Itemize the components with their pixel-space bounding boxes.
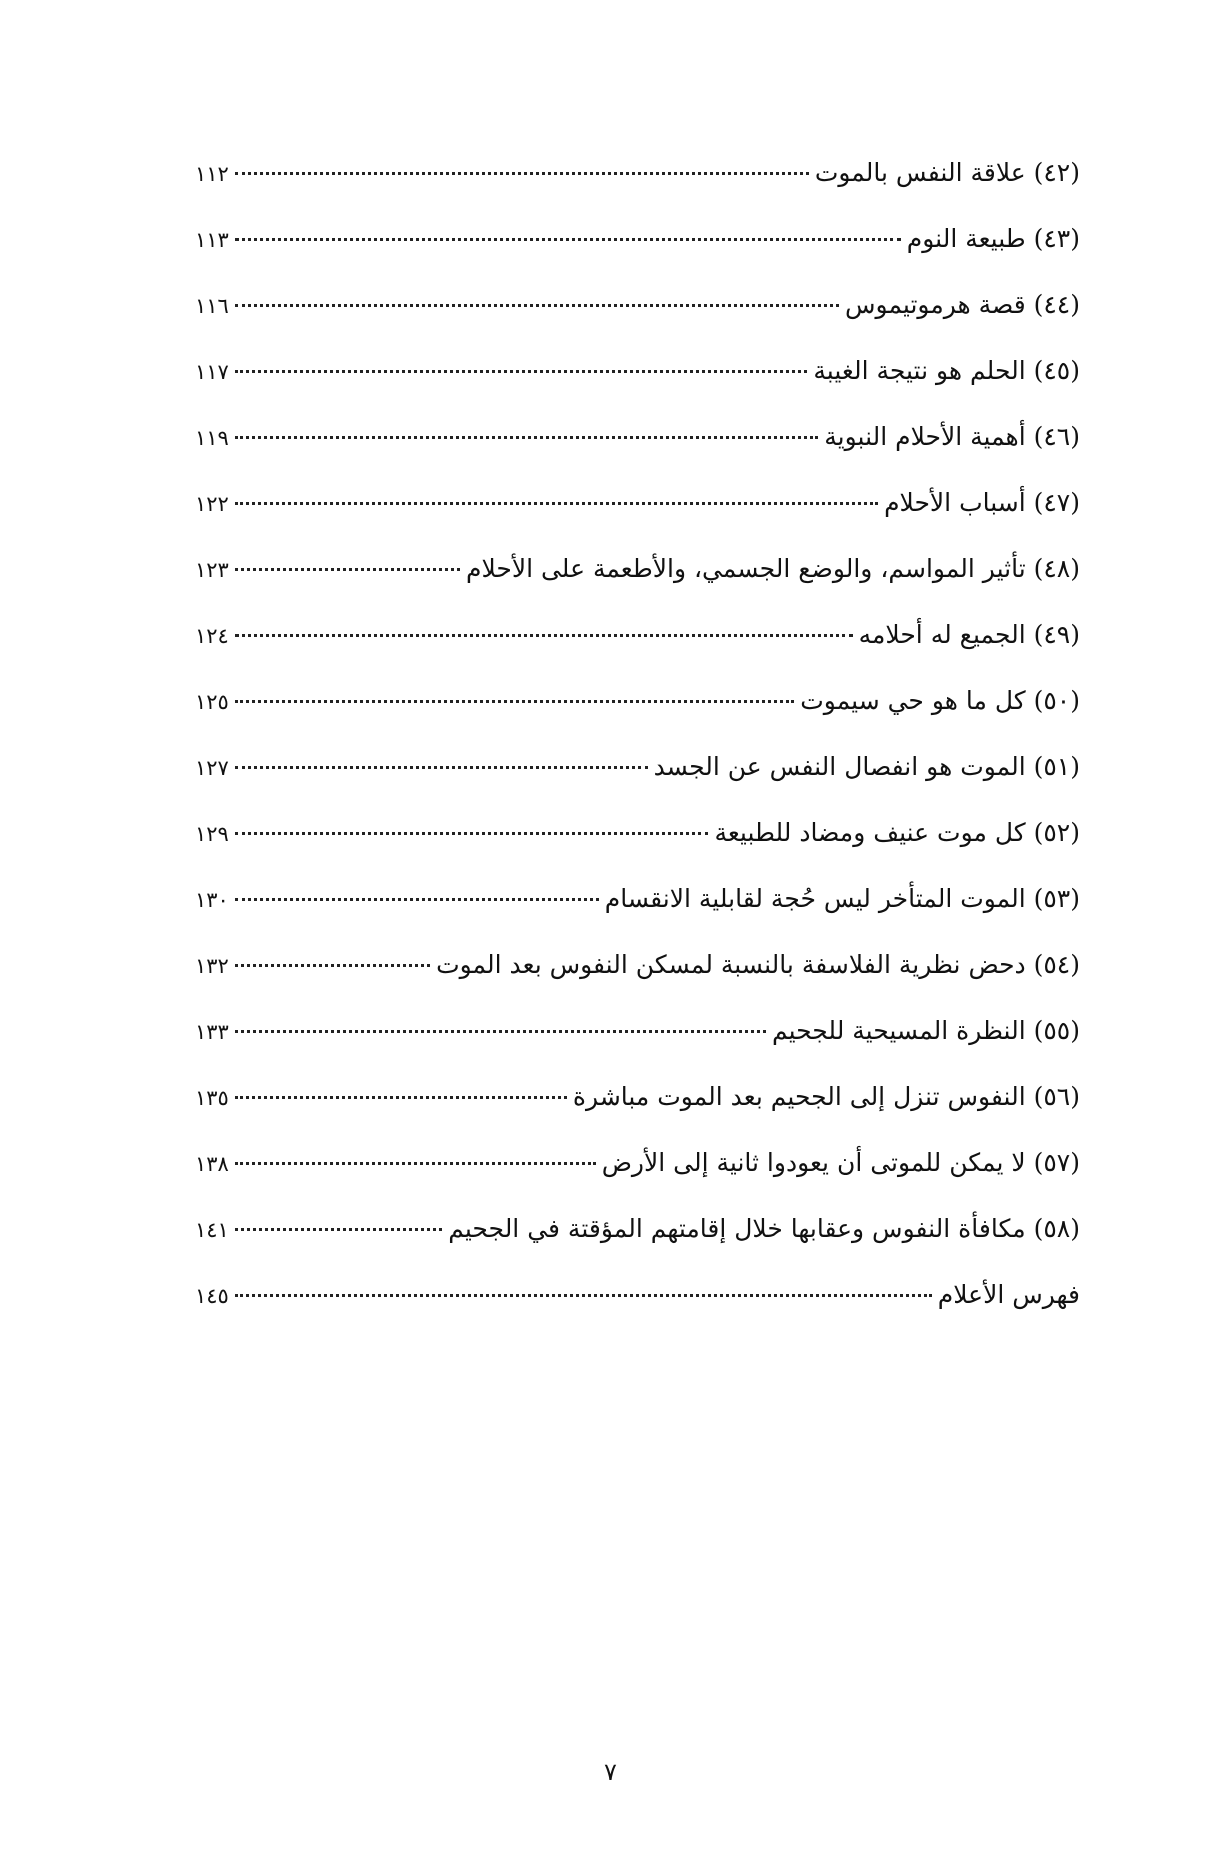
toc-entry-title: (٥١) الموت هو انفصال النفس عن الجسد <box>653 752 1080 781</box>
toc-entry-title: (٤٥) الحلم هو نتيجة الغيبة <box>813 356 1080 385</box>
toc-entry-page: ١٣٥ <box>195 1086 229 1110</box>
table-of-contents <box>195 153 1080 1341</box>
toc-entry-title: (٥٥) النظرة المسيحية للجحيم <box>771 1016 1080 1045</box>
toc-dot-leader <box>235 1030 766 1033</box>
toc-dot-leader <box>235 898 599 901</box>
toc-dot-leader <box>235 568 460 571</box>
toc-entry-page: ١١٣ <box>195 228 229 252</box>
toc-entry <box>195 285 1080 351</box>
toc-entry-title: فهرس الأعلام <box>937 1280 1080 1309</box>
toc-entry <box>195 1275 1080 1341</box>
toc-entry-title: (٤٩) الجميع له أحلامه <box>858 620 1080 649</box>
toc-entry-title: (٤٦) أهمية الأحلام النبوية <box>824 422 1080 451</box>
toc-entry-page: ١٤٥ <box>195 1284 229 1308</box>
toc-entry-title: (٥٣) الموت المتأخر ليس حُجة لقابلية الانقسام <box>604 884 1080 913</box>
toc-entry-page: ١٢٣ <box>195 558 229 582</box>
toc-entry-title: (٥٢) كل موت عنيف ومضاد للطبيعة <box>714 818 1080 847</box>
toc-dot-leader <box>235 700 794 703</box>
toc-dot-leader <box>235 832 709 835</box>
toc-entry <box>195 1011 1080 1077</box>
toc-entry-title: (٤٤) قصة هرموتيموس <box>845 290 1080 319</box>
toc-entry-page: ١٣٣ <box>195 1020 229 1044</box>
toc-entry-title: (٥٤) دحض نظرية الفلاسفة بالنسبة لمسكن النفوس بعد الموت <box>436 950 1080 979</box>
toc-entry <box>195 615 1080 681</box>
toc-entry <box>195 153 1080 219</box>
toc-entry-page: ١١٧ <box>195 360 229 384</box>
toc-entry-page: ١٢٥ <box>195 690 229 714</box>
toc-dot-leader <box>235 1228 442 1231</box>
toc-entry-page: ١٣٢ <box>195 954 229 978</box>
page-number: ٧ <box>604 1758 617 1786</box>
toc-entry-page: ١١٩ <box>195 426 229 450</box>
toc-entry-page: ١٢٩ <box>195 822 229 846</box>
toc-dot-leader <box>235 1162 596 1165</box>
toc-entry-title: (٥٧) لا يمكن للموتى أن يعودوا ثانية إلى الأرض <box>601 1148 1080 1177</box>
toc-entry-page: ١٣٨ <box>195 1152 229 1176</box>
toc-entry <box>195 417 1080 483</box>
toc-entry <box>195 747 1080 813</box>
toc-dot-leader <box>235 238 901 241</box>
toc-dot-leader <box>235 370 808 373</box>
toc-entry <box>195 813 1080 879</box>
toc-entry <box>195 1077 1080 1143</box>
toc-entry <box>195 1209 1080 1275</box>
toc-entry <box>195 483 1080 549</box>
toc-entry-title: (٥٠) كل ما هو حي سيموت <box>800 686 1080 715</box>
toc-entry-page: ١٣٠ <box>195 888 229 912</box>
toc-entry <box>195 549 1080 615</box>
toc-entry-page: ١٢٢ <box>195 492 229 516</box>
toc-entry <box>195 1143 1080 1209</box>
toc-entry-page: ١٤١ <box>195 1218 229 1242</box>
toc-entry <box>195 945 1080 1011</box>
toc-entry-title: (٥٦) النفوس تنزل إلى الجحيم بعد الموت مباشرة <box>572 1082 1080 1111</box>
toc-dot-leader <box>235 436 818 439</box>
toc-entry-page: ١٢٧ <box>195 756 229 780</box>
toc-entry <box>195 879 1080 945</box>
toc-dot-leader <box>235 304 839 307</box>
toc-dot-leader <box>235 172 809 175</box>
toc-entry <box>195 681 1080 747</box>
toc-entry-title: (٤٢) علاقة النفس بالموت <box>814 158 1080 187</box>
toc-entry-page: ١١٢ <box>195 162 229 186</box>
toc-entry-title: (٤٧) أسباب الأحلام <box>884 488 1080 517</box>
toc-entry-title: (٥٨) مكافأة النفوس وعقابها خلال إقامتهم المؤقتة في الجحيم <box>448 1214 1080 1243</box>
toc-dot-leader <box>235 1096 567 1099</box>
toc-entry <box>195 219 1080 285</box>
toc-dot-leader <box>235 502 878 505</box>
toc-dot-leader <box>235 1294 932 1297</box>
toc-entry-title: (٤٨) تأثير المواسم، والوضع الجسمي، والأطعمة على الأحلام <box>465 554 1080 583</box>
toc-entry-page: ١١٦ <box>195 294 229 318</box>
toc-dot-leader <box>235 964 430 967</box>
toc-dot-leader <box>235 634 853 637</box>
toc-entry-title: (٤٣) طبيعة النوم <box>906 224 1080 253</box>
toc-entry <box>195 351 1080 417</box>
toc-dot-leader <box>235 766 648 769</box>
toc-entry-page: ١٢٤ <box>195 624 229 648</box>
